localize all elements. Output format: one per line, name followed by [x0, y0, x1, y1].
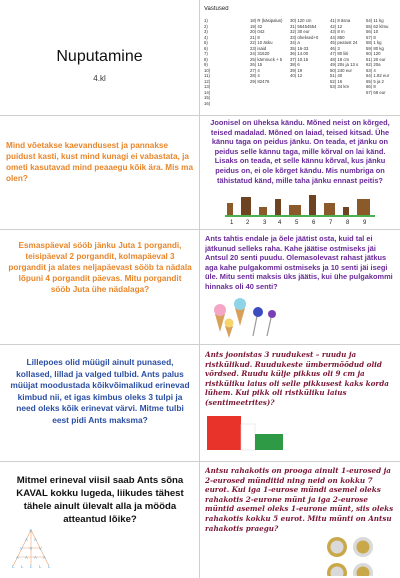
rectangle-shape: [255, 434, 283, 450]
answer-entry: 7): [204, 51, 208, 56]
answer-entry: 49) 20s ja 13 s: [330, 62, 359, 67]
answer-entry: 46) 3: [330, 45, 340, 51]
svg-text:A: A: [34, 555, 37, 560]
answer-entry: 22) 10 äsku: [250, 40, 273, 45]
answer-entry: 58) 1 kg: [366, 40, 382, 45]
coins-text: Antsu rahakotis on prooga ainult 1-eurosed ja 2-eurosed münditid ning neid on kokku 7 eurot. Kui iga 1-eurose mündi asemel oleks rahakotis 2-eurone münt ja iga 2-eurose müntid asemel oleks 1-eurone münt, siis oleks rahakotis kokku 5 eurot. Mitu münti on Antsu rahakotis praegu?: [205, 466, 394, 533]
grade-label: 4.kl: [93, 74, 106, 83]
answer-entry: 13): [204, 84, 211, 89]
svg-text:L: L: [30, 564, 33, 568]
stump-icon: [227, 203, 233, 215]
answers-heading: Vastused: [204, 6, 229, 12]
stump-icon: [343, 207, 349, 215]
answer-entry: 20) 042: [250, 29, 265, 34]
stump-icon: [324, 203, 335, 215]
answer-entry: 50) 240 eur: [330, 67, 352, 73]
svg-text:A: A: [25, 537, 28, 542]
stumps-text: Joonisel on üheksa kändu. Mõned neist on kõrged, teised madalad. Mõned on laiad, teised kitsad. Ühe kännu taga on peidus jänku. On teada, et jänku on peidus selle kännu taga, mille kõrval on lai känd. Lisaks on teada, et selle kännu kõrval, kus jänku peidus on, ei ole kõrget kändu. Mis numbriga on tähistatud känd, mille taha jänku ennast peitis?: [210, 118, 390, 185]
answer-entry: 65) 5 ja 2: [366, 78, 384, 84]
answer-entry: 5): [204, 40, 208, 45]
stump-number: 5: [295, 220, 299, 226]
answer-entry: 41) 8 äsna: [330, 18, 351, 23]
answer-entry: 33) ühelised+0: [290, 34, 319, 40]
answer-entry: 29) 82476: [250, 78, 270, 84]
icecream-text: Ants tahtis endale ja õele jäätist osta, kuid tal ei jätkunud selleks raha. Kahe jäätise ostmiseks jäi Antsul 20 senti puudu. Olemasolevast rahast jätkus aga kahe pulgakommi ostmiseks ja 10 senti jäi isegi üle. Mitu senti maksis üks jäätis, kui ühe pulgakommi hinnaks oli 40 senti?: [205, 234, 393, 291]
svg-text:A: A: [16, 555, 19, 560]
tulips-card: [8, 357, 192, 457]
rectangles-text: Ants joonistas 3 ruudukest – ruudu ja ristkülikud. Ruudukeste ümbermõõdud olid võrdsed. Ruudu külje pikkus oli 9 cm ja ristküliku laius oli selle pikkusest kaks korda lühem. Kui pikk oli ristküliku laius (sentimeetrites)?: [205, 350, 389, 407]
svg-text:V: V: [29, 546, 33, 551]
answer-entry: 34) a: [290, 40, 300, 45]
answer-entry: 10): [204, 67, 211, 73]
answer-entry: 43) 8 m: [330, 29, 345, 34]
svg-text:K: K: [29, 528, 33, 533]
cover-card: [0, 0, 199, 115]
euro-coin-icon: [327, 563, 347, 576]
row-divider: [0, 461, 400, 462]
answer-entry: 59) 80 kg: [366, 45, 384, 51]
answer-entry: 57) 8: [366, 34, 376, 40]
svg-text:A: A: [34, 537, 37, 542]
riddle-text: Mind võetakse kaevandusest ja pannakse puidust kasti, kust mind kunagi ei vabastata, ja ometi kasutavad mind peaaegu kõik ära. Mis ma olen?: [6, 141, 194, 183]
answer-entry: 2): [204, 23, 208, 29]
coins-card: [205, 466, 395, 576]
svg-text:A: A: [25, 555, 28, 560]
answer-entry: 15): [204, 95, 211, 100]
answer-entry: 31) 55454554: [290, 23, 317, 29]
answer-entry: 28) 4: [250, 73, 260, 78]
tulips-text: Lillepoes olid müügil ainult punased, kollased, lillad ja valged tulbid. Ants palus müüjat moodustada kõikvõimalikud erinevad kimbud nii, et igas kimbus oleks 3 tulpi ja need oleks kõik erinevat värvi. Mitme tulbi eest pidi Ants maksma?: [10, 357, 190, 425]
euro-coin-icon: [327, 537, 347, 557]
stump-icon: [309, 195, 316, 215]
answers-card: [204, 6, 398, 114]
answer-entry: 56) 10: [366, 29, 379, 34]
answer-entry: 61) 20 eur: [366, 56, 386, 62]
answer-entry: 38) 6: [290, 62, 300, 67]
row-divider: [0, 344, 400, 345]
stump-number: 6: [312, 220, 316, 226]
svg-text:A: A: [43, 555, 46, 560]
answer-entry: 9): [204, 62, 208, 67]
stump-number: 2: [246, 220, 250, 226]
answers-column: [330, 18, 366, 106]
answers-column: [366, 18, 396, 106]
lollipop-icon: [253, 307, 263, 336]
answer-entry: 23) isaid: [250, 45, 267, 51]
answer-entry: 45) peatust 24: [330, 40, 358, 45]
kaval-card: [6, 474, 194, 576]
stump-icon: [357, 199, 370, 215]
answer-entry: 62) 20a: [366, 62, 381, 67]
answer-entry: 14): [204, 89, 211, 95]
row-divider: [0, 229, 400, 230]
answer-entry: 27) 4: [250, 67, 260, 73]
answer-entry: 36) 14.00: [290, 51, 309, 56]
stump-icon: [275, 199, 281, 215]
answer-entry: 8): [204, 56, 208, 62]
stump-number: 1: [230, 220, 234, 226]
stump-number: 3: [263, 220, 267, 226]
answer-entry: 37) 10.15: [290, 56, 309, 62]
rectangles-card: [205, 350, 395, 458]
answer-entry: 52) 16: [330, 78, 343, 84]
stumps-card: [204, 118, 396, 228]
answer-entry: 3): [204, 29, 208, 34]
answer-entry: 67) 68 eur: [366, 89, 386, 95]
icecream-icon: [214, 304, 226, 332]
answer-entry: 16): [204, 100, 211, 106]
svg-text:L: L: [12, 564, 15, 568]
svg-text:V: V: [20, 546, 23, 551]
answer-entry: 39) 19: [290, 67, 303, 73]
answer-entry: 64) 1.82 eur: [366, 73, 390, 78]
answer-entry: 44) 850: [330, 34, 345, 40]
answer-entry: 66) 8: [366, 84, 376, 89]
answer-entry: 26) 15: [250, 62, 263, 67]
stump-number: 8: [346, 220, 350, 226]
answers-column: [290, 18, 330, 106]
answer-entry: 55) 62 klmu: [366, 23, 389, 29]
svg-text:V: V: [39, 546, 42, 551]
column-divider: [199, 0, 200, 578]
carrots-text: Esmaspäeval sööb jänku Juta 1 porgandi, teisipäeval 2 porgandit, kolmapäeval 3 porgandit ja alates neljapäevast sööb ta nädala lõpuni 4 porgandit päevas. Mitu porgandit sööb Juta ühe nädalaga?: [8, 241, 192, 294]
letter-grid-illustration: [8, 528, 54, 568]
kaval-text: Mitmel erineval viisil saab Ants sõna KAVAL kokku lugeda, liikudes tähest tähele ainult ülevalt alla ja mööda atteantud lõike?: [16, 475, 184, 525]
answer-entry: 12): [204, 78, 211, 84]
square-shape: [207, 416, 241, 450]
answer-entry: 47) 80 liiti: [330, 51, 349, 56]
answer-entry: 24) 31620: [250, 51, 270, 56]
worksheet-title: Nuputamine: [56, 48, 143, 65]
rectangle-shape: [241, 424, 255, 450]
icecream-icon: [234, 298, 246, 326]
grass-line: [225, 215, 375, 217]
answer-entry: 35) 16-33: [290, 45, 309, 51]
stump-number: 4: [278, 220, 282, 226]
stumps-illustration: [225, 189, 375, 225]
lollipop-icon: [267, 310, 276, 336]
answer-entry: 21) 8: [250, 34, 260, 40]
answer-entry: 32) 30 eur: [290, 29, 310, 34]
riddle-card: [6, 140, 194, 220]
answer-entry: 48) 18 cm: [330, 56, 350, 62]
answer-entry: 6): [204, 45, 208, 51]
answers-grid: [204, 18, 398, 106]
answer-entry: 18) R (käsipalus): [250, 18, 283, 23]
answer-entry: 53) 34 km: [330, 84, 350, 89]
answer-entry: 4): [204, 34, 208, 40]
carrots-card: [8, 240, 192, 330]
icecream-icon: [225, 318, 234, 338]
stump-number: 9: [363, 220, 367, 226]
euro-coin-icon: [353, 537, 373, 557]
coins-illustration: [205, 533, 395, 576]
answers-column: [250, 18, 290, 106]
answer-entry: 1): [204, 18, 208, 23]
svg-text:L: L: [39, 564, 42, 568]
icecream-card: [205, 234, 395, 342]
answer-entry: 25) kärnnuck + 5: [250, 56, 283, 62]
answer-entry: 60) 120: [366, 51, 381, 56]
stump-number: 7: [329, 220, 333, 226]
row-divider: [0, 115, 400, 116]
stump-icon: [241, 197, 251, 215]
svg-text:L: L: [48, 564, 51, 568]
svg-text:L: L: [21, 564, 24, 568]
rectangles-illustration: [205, 412, 325, 456]
answer-entry: 19) 42: [250, 23, 263, 29]
answers-column: [204, 18, 250, 106]
answer-entry: 42) 12: [330, 23, 343, 29]
stump-icon: [259, 207, 267, 215]
euro-coin-icon: [353, 563, 373, 576]
answer-entry: 11): [204, 73, 210, 78]
answer-entry: 51) 40: [330, 73, 343, 78]
stump-icon: [289, 205, 301, 215]
answer-entry: 54) 11 kg: [366, 18, 384, 23]
answer-entry: 40) 12: [290, 73, 303, 78]
answer-entry: 63) 4: [366, 67, 376, 73]
answer-entry: 30) 120 cm: [290, 18, 312, 23]
icecream-illustration: [205, 292, 395, 340]
